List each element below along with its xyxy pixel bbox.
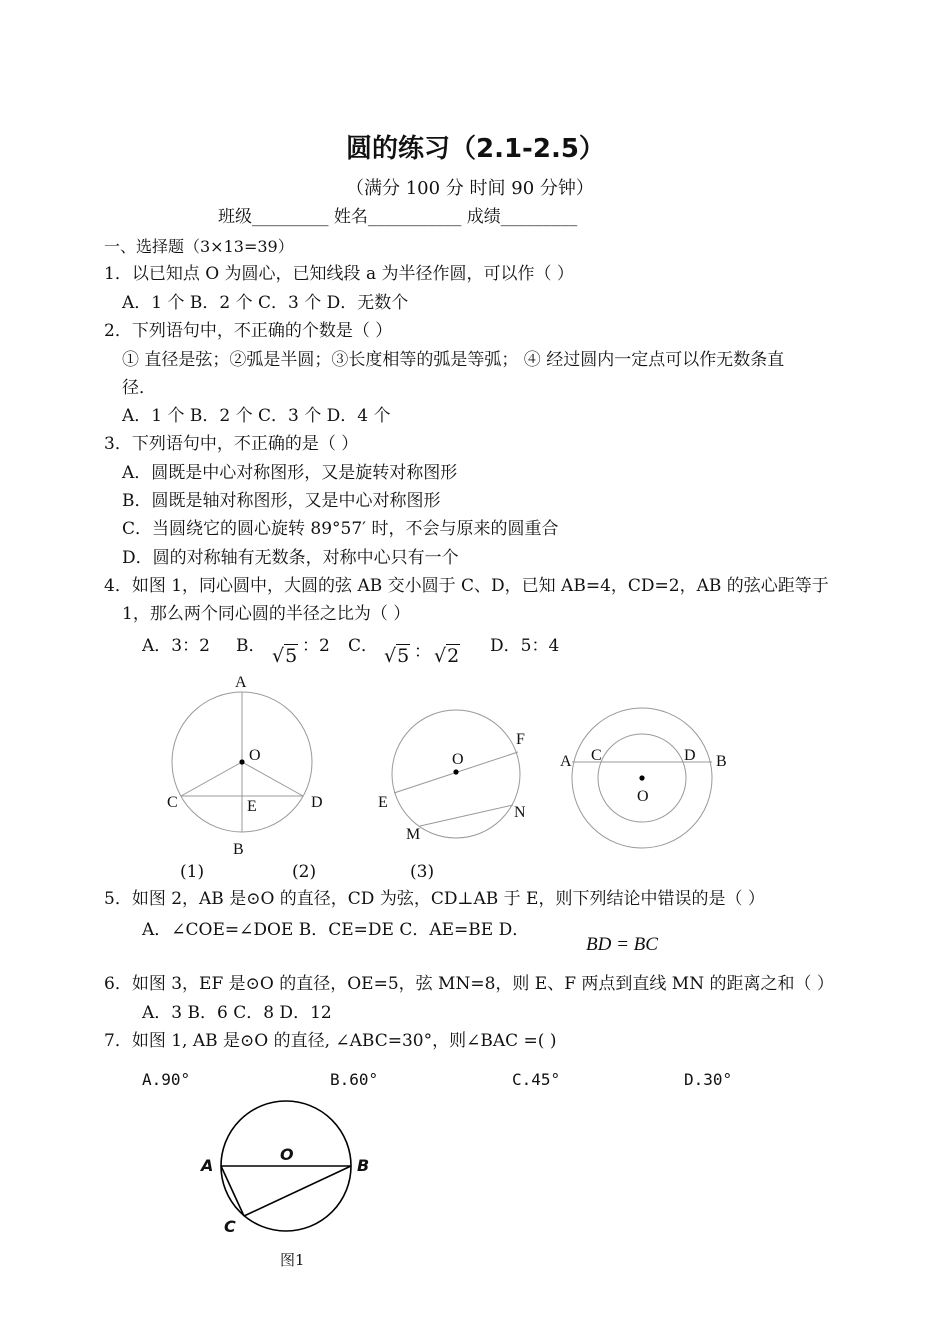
question-3-option-c: C．当圆绕它的圆心旋转 89°57′ 时，不会与原来的圆重合 — [122, 519, 559, 539]
section-heading: 一、选择题（3×13=39） — [104, 237, 294, 256]
question-4-option-c-colon: ： — [414, 642, 431, 662]
figure-3-label-o: O — [637, 788, 649, 805]
question-4-option-b-sqrt: √5 — [272, 645, 298, 667]
figure-2-diagram — [372, 704, 542, 846]
question-5-options: A．∠COE=∠DOE B．CE=DE C．AE=BE D． — [142, 920, 530, 940]
question-2-line2: 径． — [122, 378, 156, 398]
figure-1-label-o: O — [249, 747, 261, 764]
figure-1-diagram — [150, 668, 340, 862]
question-1-options: A．1 个 B．2 个 C．3 个 D．无数个 — [122, 293, 409, 313]
question-3-option-b: B．圆既是轴对称图形，又是中心对称图形 — [122, 491, 441, 511]
question-4-option-c-sqrt2: √2 — [434, 645, 460, 667]
sqrt-radicand: 5 — [285, 645, 298, 667]
figure-3-label-c: C — [591, 747, 602, 764]
question-1-stem: 1．以已知点 O 为圆心，已知线段 a 为半径作圆，可以作（ ） — [104, 264, 574, 284]
figure-1-center-dot — [239, 759, 244, 764]
question-7-stem: 7．如图 1, AB 是⊙O 的直径, ∠ABC=30°，则∠BAC =( ) — [104, 1031, 557, 1051]
figure-7-diagram — [196, 1098, 386, 1268]
question-2-stem: 2．下列语句中，不正确的个数是（ ） — [104, 321, 393, 341]
question-4-option-b-label: B． — [236, 636, 266, 656]
figure-1-radius-oc — [181, 762, 242, 796]
figure-7-label-a: A — [201, 1156, 214, 1175]
figure-3-label-a: A — [560, 753, 572, 770]
figure-3-diagram — [556, 704, 736, 850]
figure-2-label-n: N — [514, 804, 526, 821]
figure-1-label-c: C — [167, 794, 178, 811]
figure-1-label-e: E — [247, 798, 257, 815]
question-5-option-d-formula: BD = BC — [586, 934, 658, 955]
figure-1-radius-od — [242, 762, 303, 796]
question-3-option-a: A．圆既是中心对称图形，又是旋转对称图形 — [122, 463, 458, 483]
figure-1-label-d: D — [311, 794, 323, 811]
figure-1-label-b: B — [233, 841, 244, 858]
figure-3-caption: (3) — [410, 862, 435, 882]
figure-7-caption: 图1 — [280, 1251, 305, 1269]
figure-1-label-a: A — [235, 674, 247, 691]
sqrt-radicand: 5 — [397, 645, 410, 667]
question-2-options: A．1 个 B．2 个 C．3 个 D．4 个 — [122, 406, 391, 426]
question-4-line2: 1，那么两个同心圆的半径之比为（ ） — [122, 604, 411, 624]
figure-2-label-o: O — [452, 751, 464, 768]
question-4-option-d: D．5：4 — [490, 636, 560, 656]
figure-2-label-f: F — [516, 731, 525, 748]
figure-7-label-b: B — [357, 1156, 370, 1175]
figure-7-label-c: C — [224, 1217, 236, 1236]
figure-2-label-e: E — [378, 794, 388, 811]
question-7-option-c: C.45° — [512, 1070, 561, 1089]
figure-2-chord-mn — [420, 805, 513, 826]
figure-1-caption: (1) — [180, 862, 205, 882]
figure-2-caption: (2) — [292, 862, 317, 882]
question-4-option-c-label: C． — [348, 636, 379, 656]
question-4-line1: 4．如图 1，同心圆中，大圆的弦 AB 交小圆于 C、D，已知 AB=4，CD=2，AB 的弦心距等于 — [104, 576, 829, 596]
figure-3-label-b: B — [716, 753, 727, 770]
page-title: 圆的练习（2.1-2.5） — [346, 134, 605, 164]
question-5-stem: 5．如图 2，AB 是⊙O 的直径，CD 为弦，CD⊥AB 于 E，则下列结论中错误的是（ ） — [104, 889, 765, 909]
question-2-line1: ① 直径是弦；②弧是半圆；③长度相等的弧是等弧； ④ 经过圆内一定点可以作无数条直 — [122, 350, 785, 370]
question-4-option-c-sqrt1: √5 — [384, 645, 410, 667]
question-7-option-a: A.90° — [142, 1070, 191, 1089]
question-7-option-d: D.30° — [684, 1070, 733, 1089]
page-subtitle: （满分 100 分 时间 90 分钟） — [346, 178, 594, 199]
figure-3-label-d: D — [684, 747, 696, 764]
figure-7-label-o: O — [280, 1145, 294, 1164]
question-3-stem: 3．下列语句中，不正确的是（ ） — [104, 434, 359, 454]
figure-2-center-dot — [453, 769, 458, 774]
question-4-option-b-rest: ：2 — [302, 636, 330, 656]
question-7-option-b: B.60° — [330, 1070, 379, 1089]
question-4-option-a: A．3：2 — [142, 636, 210, 656]
figure-7-chord-ac — [221, 1166, 244, 1216]
figure-2-label-m: M — [406, 826, 421, 843]
question-3-option-d: D．圆的对称轴有无数条，对称中心只有一个 — [122, 548, 459, 568]
figure-3-center-dot — [639, 775, 644, 780]
sqrt-radicand: 2 — [447, 645, 460, 667]
question-6-options: A．3 B．6 C．8 D．12 — [142, 1003, 332, 1023]
info-line: 班级_________ 姓名___________ 成绩_________ — [218, 207, 578, 227]
question-6-stem: 6．如图 3，EF 是⊙O 的直径，OE=5，弦 MN=8，则 E、F 两点到直线 MN 的距离之和（ ） — [104, 974, 834, 994]
